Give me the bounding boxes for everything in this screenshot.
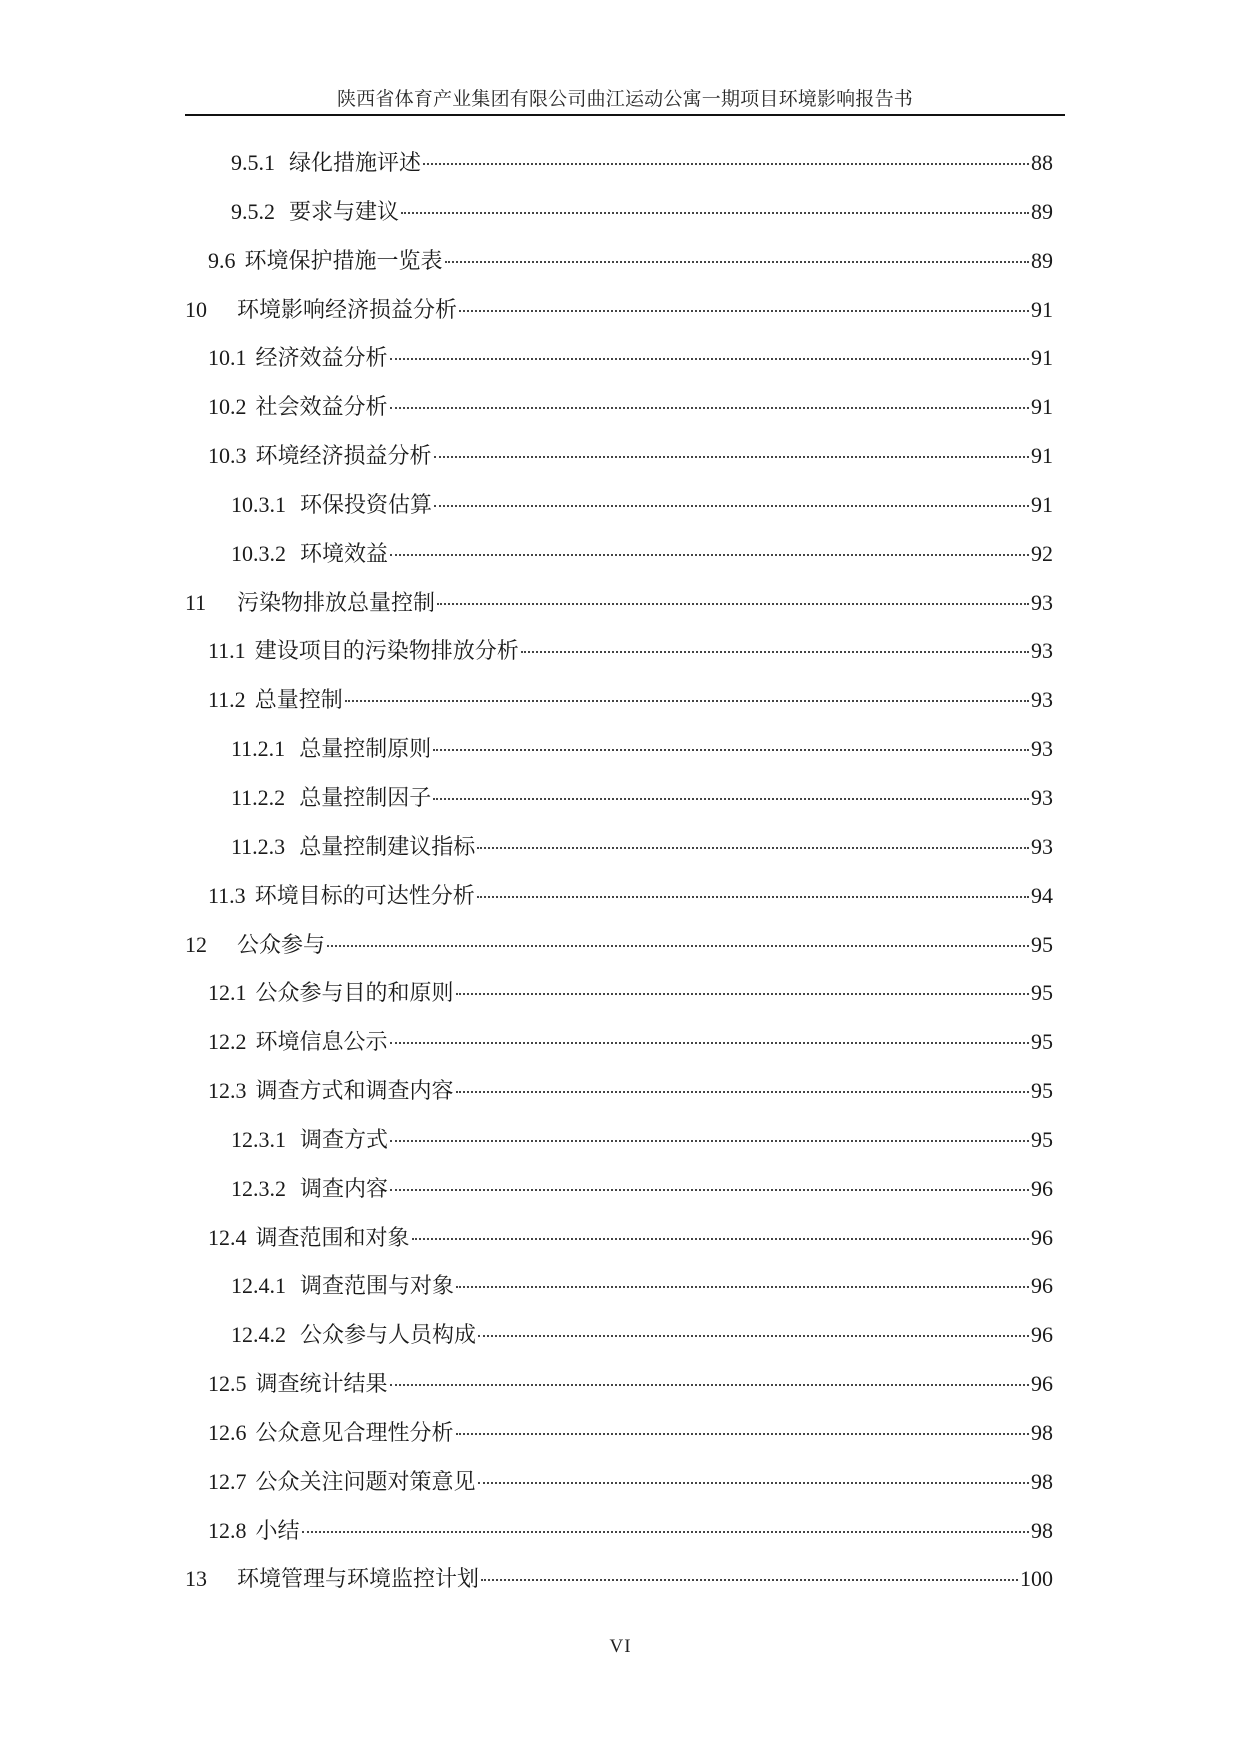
toc-entry[interactable] <box>185 341 1053 390</box>
toc-entry-number: 11 <box>185 589 207 615</box>
toc-entry-page: 93 <box>1031 736 1053 762</box>
toc-entry[interactable] <box>185 439 1053 488</box>
toc-entry-page: 100 <box>1020 1566 1053 1592</box>
toc-dot-leader <box>521 651 1029 653</box>
toc-entry-title: 环保投资估算 <box>300 491 433 517</box>
toc-entry[interactable] <box>185 146 1053 195</box>
toc-dot-leader <box>401 212 1029 214</box>
toc-entry-page: 94 <box>1031 882 1053 908</box>
toc-dot-leader <box>456 1286 1029 1288</box>
toc-entry[interactable] <box>185 1221 1053 1270</box>
toc-entry-number: 9.5.2 <box>231 198 275 224</box>
toc-entry-title: 污染物排放总量控制 <box>237 589 436 615</box>
toc-entry[interactable] <box>185 683 1053 732</box>
toc-entry-page: 92 <box>1031 540 1053 566</box>
toc-entry-number: 12.6 <box>208 1419 247 1445</box>
toc-entry-page: 93 <box>1031 638 1053 664</box>
toc-entry-page: 95 <box>1031 1126 1053 1152</box>
header-rule <box>185 114 1065 116</box>
toc-entry[interactable] <box>185 830 1053 879</box>
toc-entry-page: 93 <box>1031 589 1053 615</box>
toc-dot-leader <box>433 749 1029 751</box>
toc-entry-title: 要求与建议 <box>289 198 400 224</box>
toc-entry[interactable] <box>185 586 1053 635</box>
toc-entry-number: 12.3 <box>208 1078 247 1104</box>
toc-entry[interactable] <box>185 195 1053 244</box>
toc-entry-number: 10.3 <box>208 443 247 469</box>
toc-entry-title: 总量控制 <box>254 687 343 713</box>
toc-dot-leader <box>456 993 1029 995</box>
toc-entry[interactable] <box>185 1269 1053 1318</box>
toc-dot-leader <box>423 163 1029 165</box>
toc-entry[interactable] <box>185 537 1053 586</box>
toc-entry-number: 10.3.2 <box>231 540 286 566</box>
toc-entry-page: 96 <box>1031 1322 1053 1348</box>
toc-entry-number: 12.1 <box>208 980 247 1006</box>
toc-dot-leader <box>345 700 1029 702</box>
toc-entry[interactable] <box>185 390 1053 439</box>
toc-dot-leader <box>478 1335 1029 1337</box>
toc-entry-number: 13 <box>185 1566 207 1592</box>
toc-entry-number: 10.3.1 <box>231 491 286 517</box>
toc-entry[interactable] <box>185 1367 1053 1416</box>
toc-entry[interactable] <box>185 879 1053 928</box>
toc-dot-leader <box>433 798 1029 800</box>
toc-entry-title: 总量控制因子 <box>299 784 432 810</box>
table-of-contents <box>185 146 1053 1611</box>
toc-entry-title: 总量控制建议指标 <box>299 833 476 859</box>
toc-dot-leader <box>478 1482 1029 1484</box>
toc-entry-number: 12.4 <box>208 1224 247 1250</box>
toc-entry-page: 88 <box>1031 150 1053 175</box>
toc-dot-leader <box>412 1238 1029 1240</box>
toc-entry-title: 绿化措施评述 <box>289 150 422 175</box>
toc-entry-number: 10.1 <box>208 345 247 371</box>
toc-dot-leader <box>437 603 1029 605</box>
toc-entry-title: 调查内容 <box>300 1175 389 1201</box>
toc-dot-leader <box>390 358 1029 360</box>
toc-entry-page: 98 <box>1031 1517 1053 1543</box>
toc-entry-page: 93 <box>1031 687 1053 713</box>
toc-entry-title: 调查范围与对象 <box>300 1273 455 1299</box>
toc-entry[interactable] <box>185 1416 1053 1465</box>
toc-entry[interactable] <box>185 1123 1053 1172</box>
toc-entry-page: 96 <box>1031 1273 1053 1299</box>
toc-entry-number: 11.2.2 <box>231 784 286 810</box>
toc-dot-leader <box>390 407 1029 409</box>
toc-dot-leader <box>459 310 1029 312</box>
toc-entry-number: 9.6 <box>208 247 236 273</box>
toc-entry-number: 12.4.1 <box>231 1273 286 1299</box>
toc-entry-title: 建设项目的污染物排放分析 <box>254 638 519 664</box>
toc-entry-page: 91 <box>1031 443 1053 469</box>
toc-dot-leader <box>390 1189 1029 1191</box>
toc-dot-leader <box>456 1433 1029 1435</box>
toc-entry-title: 调查方式 <box>300 1126 389 1152</box>
toc-entry-number: 11.2.3 <box>231 833 286 859</box>
toc-entry-page: 96 <box>1031 1371 1053 1397</box>
toc-dot-leader <box>327 945 1029 947</box>
toc-entry-title: 环境管理与环境监控计划 <box>237 1566 480 1592</box>
toc-entry-title: 环境目标的可达性分析 <box>254 882 475 908</box>
toc-entry-title: 环境影响经济损益分析 <box>237 296 458 322</box>
toc-entry-title: 公众关注问题对策意见 <box>255 1468 476 1494</box>
toc-entry-title: 公众意见合理性分析 <box>255 1419 454 1445</box>
toc-dot-leader <box>390 554 1029 556</box>
toc-dot-leader <box>445 261 1029 263</box>
toc-dot-leader <box>481 1579 1018 1581</box>
toc-entry-title: 总量控制原则 <box>299 736 432 762</box>
toc-entry[interactable] <box>185 244 1053 293</box>
toc-entry-number: 12.8 <box>208 1517 247 1543</box>
toc-entry[interactable] <box>185 1172 1053 1221</box>
toc-entry[interactable] <box>185 1025 1053 1074</box>
toc-entry[interactable] <box>185 928 1053 977</box>
toc-entry-title: 环境经济损益分析 <box>255 443 432 469</box>
toc-entry-page: 89 <box>1031 198 1053 224</box>
toc-entry[interactable] <box>185 1514 1053 1563</box>
toc-entry[interactable] <box>185 1562 1053 1611</box>
toc-entry-page: 98 <box>1031 1468 1053 1494</box>
toc-entry[interactable] <box>185 1465 1053 1514</box>
toc-dot-leader <box>390 1042 1029 1044</box>
toc-entry-title: 环境保护措施一览表 <box>244 247 443 273</box>
toc-entry[interactable] <box>185 634 1053 683</box>
toc-entry-title: 公众参与 <box>237 931 326 957</box>
toc-entry-page: 91 <box>1031 394 1053 420</box>
toc-dot-leader <box>434 505 1029 507</box>
toc-entry-title: 环境信息公示 <box>255 1029 388 1055</box>
toc-entry-page: 95 <box>1031 1078 1053 1104</box>
toc-entry-number: 12.2 <box>208 1029 247 1055</box>
toc-entry-number: 12.4.2 <box>231 1322 286 1348</box>
toc-entry-title: 社会效益分析 <box>255 394 388 420</box>
toc-entry-page: 91 <box>1031 491 1053 517</box>
toc-entry-title: 调查方式和调查内容 <box>255 1078 454 1104</box>
toc-entry[interactable] <box>185 488 1053 537</box>
toc-entry-title: 经济效益分析 <box>255 345 388 371</box>
toc-dot-leader <box>434 456 1029 458</box>
toc-entry-number: 11.1 <box>208 638 246 664</box>
toc-entry-number: 12.5 <box>208 1371 247 1397</box>
toc-entry[interactable] <box>185 1318 1053 1367</box>
toc-entry-number: 11.2.1 <box>231 736 286 762</box>
toc-entry-page: 93 <box>1031 784 1053 810</box>
toc-dot-leader <box>456 1091 1029 1093</box>
toc-entry-number: 11.3 <box>208 882 246 908</box>
toc-entry-page: 93 <box>1031 833 1053 859</box>
page-number: VI <box>609 1636 632 1657</box>
toc-entry-page: 91 <box>1031 296 1053 322</box>
toc-entry[interactable] <box>185 732 1053 781</box>
toc-entry-number: 12.3.2 <box>231 1175 286 1201</box>
toc-entry-title: 调查范围和对象 <box>255 1224 410 1250</box>
toc-entry-page: 91 <box>1031 345 1053 371</box>
toc-entry-page: 96 <box>1031 1175 1053 1201</box>
toc-dot-leader <box>302 1531 1029 1533</box>
toc-entry-number: 9.5.1 <box>231 150 275 175</box>
toc-dot-leader <box>477 847 1029 849</box>
toc-entry-page: 95 <box>1031 980 1053 1006</box>
toc-entry-page: 96 <box>1031 1224 1053 1250</box>
toc-entry-title: 调查统计结果 <box>255 1371 388 1397</box>
toc-entry[interactable] <box>185 781 1053 830</box>
toc-entry-title: 环境效益 <box>300 540 389 566</box>
toc-entry-number: 12.3.1 <box>231 1126 286 1152</box>
toc-entry-page: 89 <box>1031 247 1053 273</box>
toc-entry-title: 公众参与目的和原则 <box>255 980 454 1006</box>
toc-entry-number: 12 <box>185 931 207 957</box>
toc-dot-leader <box>477 896 1029 898</box>
toc-entry-number: 10 <box>185 296 207 322</box>
toc-dot-leader <box>390 1384 1029 1386</box>
toc-entry[interactable] <box>185 1074 1053 1123</box>
toc-entry-page: 95 <box>1031 1029 1053 1055</box>
toc-entry-page: 95 <box>1031 931 1053 957</box>
toc-entry-title: 公众参与人员构成 <box>300 1322 477 1348</box>
running-header: 陕西省体育产业集团有限公司曲江运动公寓一期项目环境影响报告书 <box>336 89 913 110</box>
toc-entry-title: 小结 <box>255 1517 300 1543</box>
toc-dot-leader <box>390 1140 1029 1142</box>
toc-entry-number: 11.2 <box>208 687 246 713</box>
toc-entry[interactable] <box>185 293 1053 342</box>
toc-entry-number: 10.2 <box>208 394 247 420</box>
toc-entry-number: 12.7 <box>208 1468 247 1494</box>
toc-entry[interactable] <box>185 976 1053 1025</box>
toc-entry-page: 98 <box>1031 1419 1053 1445</box>
